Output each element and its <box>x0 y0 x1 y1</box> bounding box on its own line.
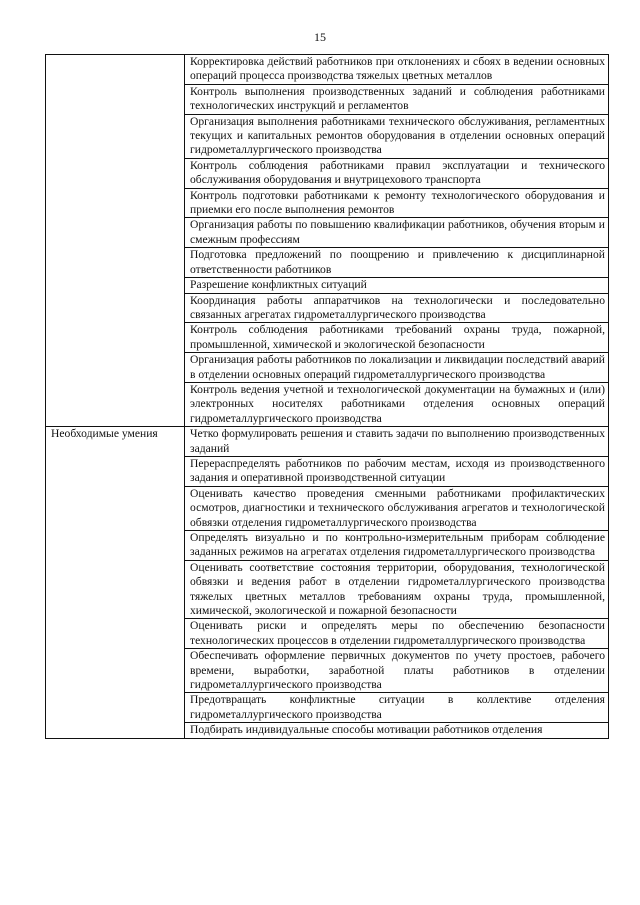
requirement-text: Организация работы работников по локализации и ликвидации последствий аварий в отделении основных операций гидрометаллургического производства <box>185 353 609 383</box>
requirement-text: Оценивать качество проведения сменными работниками профилактических осмотров, диагностики и технического обслуживания агрегатов и технологической обвязки отделения гидрометаллургического производства <box>185 486 609 530</box>
requirement-text: Контроль соблюдения работниками правил эксплуатации и технического обслуживания оборудования и внутрицехового транспорта <box>185 158 609 188</box>
requirement-text: Обеспечивать оформление первичных документов по учету простоев, рабочего времени, выработки, заработной платы работников в отделении гидрометаллургического производства <box>185 649 609 693</box>
table-row <box>46 427 609 457</box>
table-row <box>46 55 609 85</box>
requirement-text: Контроль соблюдения работниками требований охраны труда, пожарной, промышленной, химической и экологической безопасности <box>185 323 609 353</box>
competency-table <box>45 54 609 739</box>
requirement-text: Определять визуально и по контрольно-измерительным приборам соблюдение заданных режимов на агрегатах отделения гидрометаллургического производства <box>185 531 609 561</box>
requirement-text: Контроль ведения учетной и технологической документации на бумажных и (или) электронных носителях работниками отделения основных операций гидрометаллургического производства <box>185 382 609 426</box>
page-number: 15 <box>314 30 326 44</box>
requirement-text: Организация работы по повышению квалификации работников, обучения вторым и смежным профессиям <box>185 218 609 248</box>
requirement-text: Предотвращать конфликтные ситуации в коллективе отделения гидрометаллургического производства <box>185 693 609 723</box>
requirement-text: Перераспределять работников по рабочим местам, исходя из производственного задания и оперативной производственной ситуации <box>185 456 609 486</box>
requirement-text: Подготовка предложений по поощрению и привлечению к дисциплинарной ответственности работников <box>185 248 609 278</box>
requirement-text: Оценивать соответствие состояния территории, оборудования, технологической обвязки и ведения работ в отделении гидрометаллургического производства тяжелых цветных металлов требованиям охраны труда, промышленной, химической, экологической и пожарной безопасности <box>185 560 609 619</box>
requirement-text: Подбирать индивидуальные способы мотивации работников отделения <box>185 723 609 738</box>
section-label <box>46 55 185 427</box>
requirement-text: Контроль выполнения производственных заданий и соблюдения работниками технологических инструкций и регламентов <box>185 84 609 114</box>
requirement-text: Контроль подготовки работниками к ремонту технологического оборудования и приемки его после выполнения ремонтов <box>185 188 609 218</box>
requirement-text: Координация работы аппаратчиков на технологически и последовательно связанных агрегатах гидрометаллургического производства <box>185 293 609 323</box>
competency-table-body <box>46 55 609 739</box>
requirement-text: Четко формулировать решения и ставить задачи по выполнению производственных заданий <box>185 427 609 457</box>
requirement-text: Оценивать риски и определять меры по обеспечению безопасности технологических процессов в отделении гидрометаллургического производства <box>185 619 609 649</box>
requirement-text: Корректировка действий работников при отклонениях и сбоях в ведении основных операций процесса производства тяжелых цветных металлов <box>185 55 609 85</box>
requirement-text: Разрешение конфликтных ситуаций <box>185 278 609 293</box>
section-label: Необходимые умения <box>46 427 185 739</box>
requirement-text: Организация выполнения работниками технического обслуживания, регламентных текущих и капитальных ремонтов оборудования в отделении основных операций гидрометаллургического производства <box>185 114 609 158</box>
